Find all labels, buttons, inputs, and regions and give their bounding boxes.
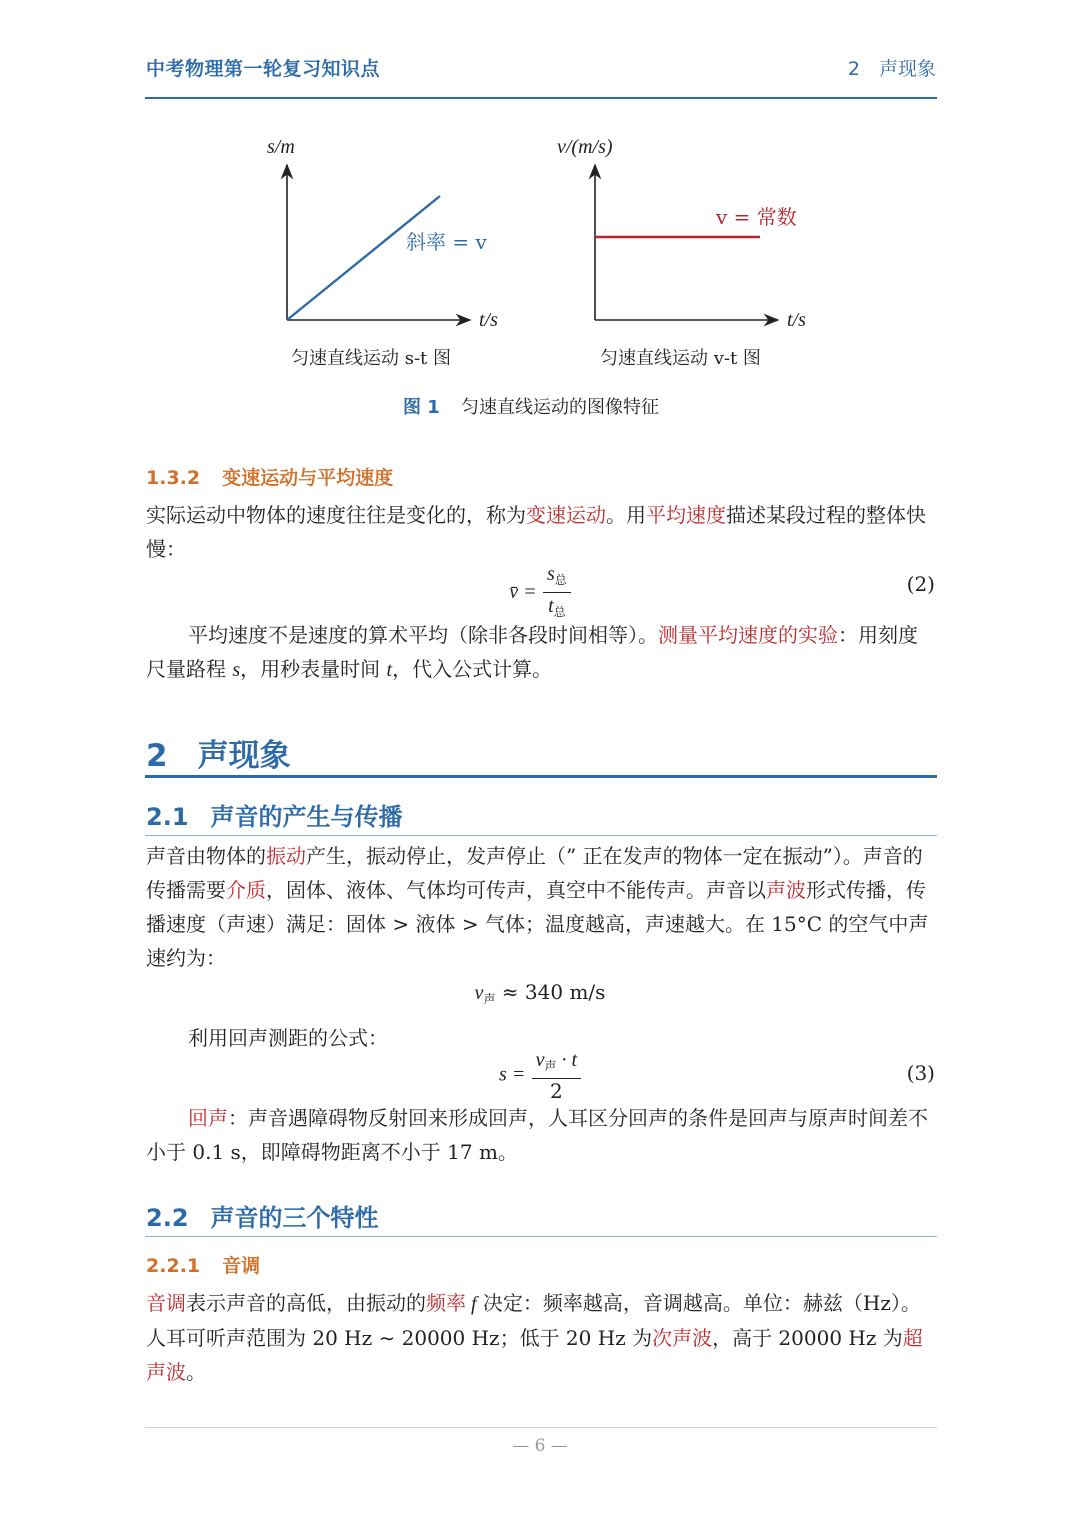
equation-2-tag: (2) (906, 572, 935, 596)
equation-2: v̄ = $\frac{s_总}{t_总}$ (0, 561, 1080, 624)
figure-1 (0, 120, 1080, 430)
footer-rule (145, 1427, 937, 1428)
equation-3-tag: (3) (906, 1061, 935, 1085)
paragraph-pitch: 音调表示声音的高低，由振动的频率 f 决定：频率越高，音调越高。单位：赫兹（Hz）。人耳可听声范围为 20 Hz ∼ 20000 Hz；低于 20 Hz 为次声波，高于 20000 Hz 为超声波。 (146, 1291, 923, 1384)
heading-2: 2 声现象 (146, 738, 291, 774)
heading-1-3-2: 1.3.2 变速运动与平均速度 (146, 467, 394, 489)
page-number: — 6 — (512, 1436, 568, 1456)
vt-xlabel: t/s (787, 309, 806, 331)
vt-ylabel: v/(m/s) (557, 136, 613, 158)
term-echo: 回声 (188, 1106, 228, 1130)
paragraph-echo: 回声：声音遇障碍物反射回来形成回声，人耳区分回声的条件是回声与原声时间差不小于 0.1 s，即障碍物距离不小于 17 m。 (146, 1106, 928, 1164)
st-ylabel: s/m (267, 136, 295, 158)
figure-caption: 匀速直线运动的图像特征 (461, 397, 659, 418)
st-caption: 匀速直线运动 s-t 图 (291, 348, 451, 369)
st-line (287, 196, 440, 320)
term-variable-motion: 变速运动 (526, 503, 606, 527)
term-measurement-experiment: 测量平均速度的实验 (658, 623, 838, 647)
heading-2-1: 2.1 声音的产生与传播 (146, 803, 403, 831)
paragraph-sound-production: 声音由物体的振动产生，振动停止，发声停止（” 正在发声的物体一定在振动”）。声音的传播需要介质，固体、液体、气体均可传声，真空中不能传声。声音以声波形式传播，传播速度（声速）满足：固体 > 液体 > 气体；温度越高，声速越大。在 15°C 的空气中声速约为： (146, 844, 929, 970)
running-header-section: 2 声现象 (847, 58, 936, 80)
section-rule (145, 775, 937, 778)
vt-annotation: v = 常数 (716, 205, 797, 229)
subsection-rule-2 (145, 1236, 937, 1237)
header-rule (145, 97, 937, 99)
paragraph-variable-motion: 实际运动中物体的速度往往是变化的，称为变速运动。用平均速度描述某段过程的整体快慢： (146, 503, 926, 561)
term-ultrasound: 超声波 (146, 1326, 923, 1384)
running-header-title: 中考物理第一轮复习知识点 (146, 58, 381, 80)
st-xlabel: t/s (479, 309, 498, 331)
paragraph-echo-formula: 利用回声测距的公式： (188, 1026, 388, 1050)
heading-2-2: 2.2 声音的三个特性 (146, 1204, 379, 1232)
paragraph-average-speed: 平均速度不是速度的算术平均（除非各段时间相等）。测量平均速度的实验：用刻度尺量路程 s，用秒表量时间 t，代入公式计算。 (146, 623, 918, 681)
vt-graph (557, 136, 806, 369)
equation-3: s = $\frac{v_声 \cdot t}{2}$ (0, 1047, 1080, 1103)
term-medium: 介质 (226, 878, 266, 902)
term-average-speed: 平均速度 (646, 503, 726, 527)
term-sound-wave: 声波 (766, 878, 806, 902)
term-frequency: 频率 (426, 1291, 466, 1315)
term-pitch: 音调 (146, 1291, 186, 1315)
equation-sound-speed: $v_声 \approx 340$ m/s (474, 980, 606, 1006)
term-infrasound: 次声波 (652, 1326, 713, 1350)
st-annotation: 斜率 = v (406, 230, 487, 254)
heading-2-2-1: 2.2.1 音调 (146, 1255, 261, 1277)
term-vibration: 振动 (266, 844, 306, 868)
st-graph (267, 136, 498, 369)
figure-label: 图 1 (403, 397, 440, 418)
vt-caption: 匀速直线运动 v-t 图 (600, 348, 761, 369)
subsection-rule (145, 835, 937, 836)
